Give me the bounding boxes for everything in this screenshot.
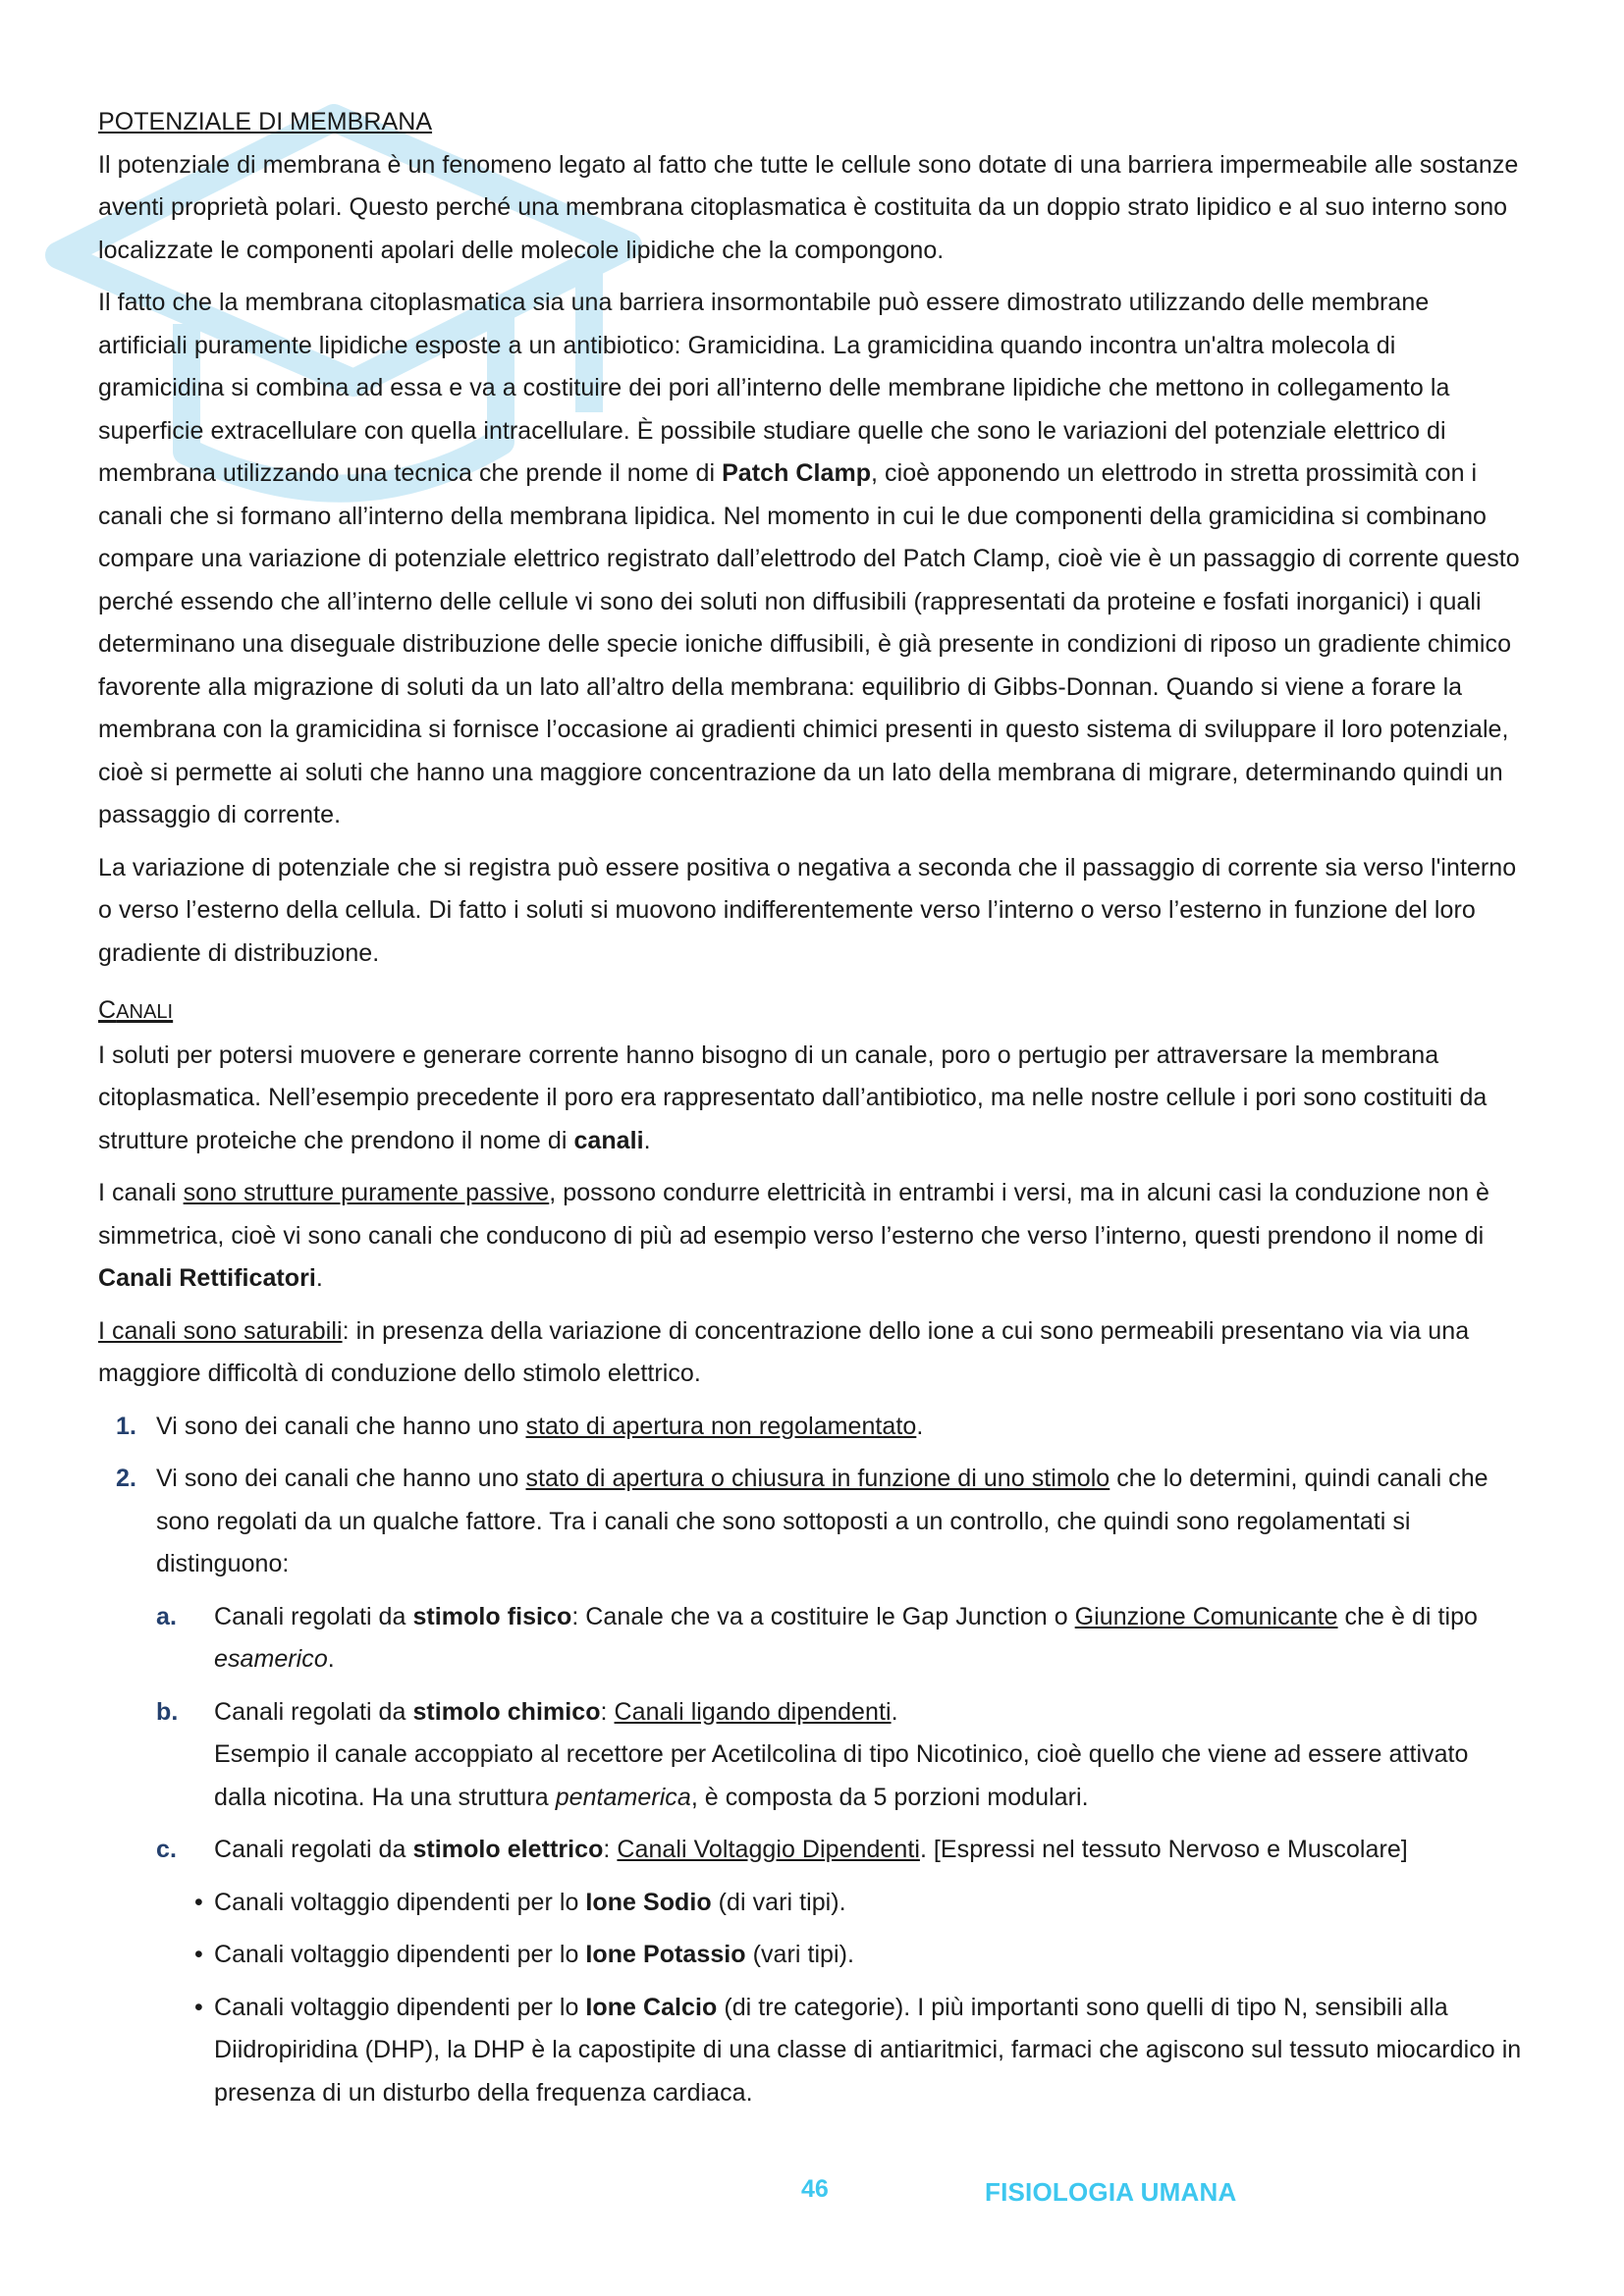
list-item bbox=[194, 1934, 1522, 1977]
text: La variazione di potenziale che si registra può essere positiva o negativa a seconda che il passaggio di corrente sia verso l'interno o verso l’esterno della cellula. Di fatto i soluti si muovono indifferentemente verso l’interno o verso l’esterno in funzione del loro gradiente di distribuzione. bbox=[98, 853, 1517, 967]
bullet-list bbox=[194, 1882, 1522, 2115]
text: : in presenza della variazione di concentrazione dello ione a cui sono permeabili presentano via via una maggiore difficoltà di conduzione dello stimolo elettrico. bbox=[98, 1316, 1470, 1387]
list-marker: c. bbox=[156, 1836, 177, 1863]
underlined-text: Giunzione Comunicante bbox=[1074, 1602, 1338, 1630]
underlined-text: stato di apertura o chiusura in funzione di uno stimolo bbox=[525, 1465, 1110, 1492]
text: . [Espressi nel tessuto Nervoso e Muscolare] bbox=[919, 1836, 1408, 1863]
text: Canali regolati da bbox=[214, 1697, 413, 1726]
footer-title: FISIOLOGIA UMANA bbox=[985, 2177, 1237, 2207]
list-item bbox=[194, 1882, 1522, 1925]
underlined-text: Canali Voltaggio Dipendenti bbox=[617, 1836, 920, 1863]
list-item bbox=[98, 1406, 1522, 1449]
bold-term: stimolo elettrico bbox=[412, 1836, 604, 1863]
text: , possono condurre elettricità in entrambi i versi, ma in alcuni casi la conduzione non è simmetrica, cioè vi sono canali che conducono di più ad esempio verso l’esterno che verso l’interno, questi prendono il nome di bbox=[98, 1179, 1489, 1250]
underlined-text: stato di apertura non regolamentato bbox=[525, 1412, 917, 1440]
text: , cioè apponendo un elettrodo in stretta prossimità con i canali che si formano all’interno della membrana lipidica. Nel momento in cui le due componenti della gramicidina si combinano compare una variazione di potenziale elettrico registrato dall’elettrodo del Patch Clamp, cioè vie è un passaggio di corrente questo perché essendo che all’interno delle cellule vi sono dei soluti non diffusibili (rappresentati da proteine e fosfati inorganici) i quali determinano una diseguale distribuzione delle specie ioniche diffusibili, è già presente in condizioni di riposo un gradiente chimico favorente alla migrazione di soluti da un lato all’altro della membrana: equilibrio di Gibbs-Donnan. Quando si viene a forare la membrana con la gramicidina si fornisce l’occasione ai gradienti chimici presenti in questo sistema di sviluppare il loro potenziale, cioè si permette ai soluti che hanno una maggiore concentrazione da un lato della membrana di migrare, determinando quindi un passaggio di corrente. bbox=[98, 459, 1520, 828]
bold-term: stimolo chimico bbox=[412, 1697, 601, 1726]
paragraph bbox=[98, 847, 1522, 976]
text: , è composta da 5 porzioni modulari. bbox=[690, 1783, 1089, 1811]
list-item bbox=[156, 1829, 1522, 1872]
lettered-list bbox=[156, 1596, 1522, 1872]
paragraph bbox=[98, 1310, 1522, 1396]
text: . bbox=[315, 1264, 323, 1292]
list-item bbox=[156, 1691, 1522, 1820]
list-marker: 1. bbox=[116, 1412, 136, 1440]
paragraph bbox=[98, 282, 1522, 837]
text: Canali regolati da bbox=[214, 1602, 413, 1630]
bold-term: canali bbox=[573, 1126, 644, 1154]
text: Canali regolati da bbox=[214, 1836, 413, 1863]
bold-term: Ione Sodio bbox=[585, 1888, 712, 1916]
bold-term: Patch Clamp bbox=[722, 459, 872, 487]
paragraph bbox=[98, 144, 1522, 273]
italic-text: pentamerica bbox=[555, 1783, 691, 1811]
list-marker: b. bbox=[156, 1697, 179, 1726]
list-marker: a. bbox=[156, 1602, 177, 1630]
text: Vi sono dei canali che hanno uno bbox=[156, 1412, 526, 1440]
text: . bbox=[643, 1126, 651, 1154]
section-title-canali bbox=[98, 985, 1522, 1035]
bullet-marker: • bbox=[194, 1993, 203, 2021]
text: Il fatto che la membrana citoplasmatica sia una barriera insormontabile può essere dimostrato utilizzando delle membrane artificiali puramente lipidiche esposte a un antibiotico: Gramicidina. La gramicidina quando incontra un'altra molecola di gramicidina si combina ad essa e va a costituire dei pori all’interno delle membrane lipidiche che mettono in collegamento la superficie extracellulare con quella intracellulare. È possibile studiare quelle che sono le variazioni del potenziale elettrico di membrana utilizzando una tecnica che prende il nome di bbox=[98, 289, 1450, 487]
text: : bbox=[603, 1836, 618, 1863]
text: I soluti per potersi muovere e generare corrente hanno bisogno di un canale, poro o pertugio per attraversare la membrana citoplasmatica. Nell’esempio precedente il poro era rappresentato dall’antibiotico, ma nelle nostre cellule i pori sono costituiti da strutture proteiche che prendono il nome di bbox=[98, 1041, 1488, 1154]
text: Canali voltaggio dipendenti per lo bbox=[214, 1993, 586, 2021]
italic-text: esamerico bbox=[214, 1645, 328, 1673]
bold-term: Canali Rettificatori bbox=[98, 1264, 316, 1292]
numbered-list bbox=[98, 1406, 1522, 1872]
text: Esempio il canale accoppiato al recettore per Acetilcolina di tipo Nicotinico, cioè quello che viene ad essere attivato dalla nicotina. Ha una struttura bbox=[214, 1740, 1469, 1811]
text: (vari tipi). bbox=[745, 1941, 854, 1968]
underlined-text: Canali ligando dipendenti bbox=[614, 1697, 892, 1726]
document-page bbox=[98, 101, 1522, 2124]
page-number: 46 bbox=[801, 2175, 829, 2203]
bullet-marker: • bbox=[194, 1941, 203, 1968]
list-item bbox=[98, 1458, 1522, 1872]
bold-term: Ione Potassio bbox=[585, 1941, 746, 1968]
text: I canali bbox=[98, 1179, 184, 1206]
section-title-potenziale: POTENZIALE DI MEMBRANA bbox=[98, 108, 433, 135]
page-footer bbox=[0, 2175, 1624, 2215]
text: Canali voltaggio dipendenti per lo bbox=[214, 1941, 586, 1968]
text: . bbox=[916, 1412, 924, 1440]
list-item bbox=[156, 1596, 1522, 1682]
title-initial: C bbox=[98, 996, 117, 1024]
text: (di vari tipi). bbox=[711, 1888, 846, 1916]
title-rest: ANALI bbox=[116, 1001, 174, 1023]
paragraph bbox=[98, 1035, 1522, 1163]
bullet-marker: • bbox=[194, 1888, 203, 1916]
text: : bbox=[600, 1697, 615, 1726]
text: che è di tipo bbox=[1337, 1602, 1479, 1630]
text: . bbox=[327, 1645, 335, 1673]
text: (di tre categorie). I più importanti sono quelli di tipo N, sensibili alla Diidropiridina (DHP), la DHP è la capostipite di una classe di antiaritmici, farmaci che agiscono sul tessuto miocardico in presenza di un disturbo della frequenza cardiaca. bbox=[214, 1993, 1522, 2107]
bold-term: Ione Calcio bbox=[585, 1993, 718, 2021]
text: Vi sono dei canali che hanno uno bbox=[156, 1465, 526, 1492]
paragraph bbox=[98, 1172, 1522, 1301]
bold-term: stimolo fisico bbox=[412, 1602, 572, 1630]
list-marker: 2. bbox=[116, 1465, 136, 1492]
text: . bbox=[891, 1697, 898, 1726]
underlined-text: I canali sono saturabili bbox=[98, 1316, 343, 1345]
list-item bbox=[194, 1987, 1522, 2115]
text: : Canale che va a costituire le Gap Junction o bbox=[571, 1602, 1075, 1630]
text: che lo determini, quindi canali che sono regolati da un qualche fattore. Tra i canali che sono sottoposti a un controllo, che quindi sono regolamentati si distinguono: bbox=[156, 1465, 1489, 1577]
text: Canali voltaggio dipendenti per lo bbox=[214, 1888, 586, 1916]
underlined-text: sono strutture puramente passive bbox=[183, 1179, 550, 1206]
text: Il potenziale di membrana è un fenomeno legato al fatto che tutte le cellule sono dotate di una barriera impermeabile alle sostanze aventi proprietà polari. Questo perché una membrana citoplasmatica è costituita da un doppio strato lipidico e al suo interno sono localizzate le componenti apolari delle molecole lipidiche che la compongono. bbox=[98, 150, 1519, 264]
